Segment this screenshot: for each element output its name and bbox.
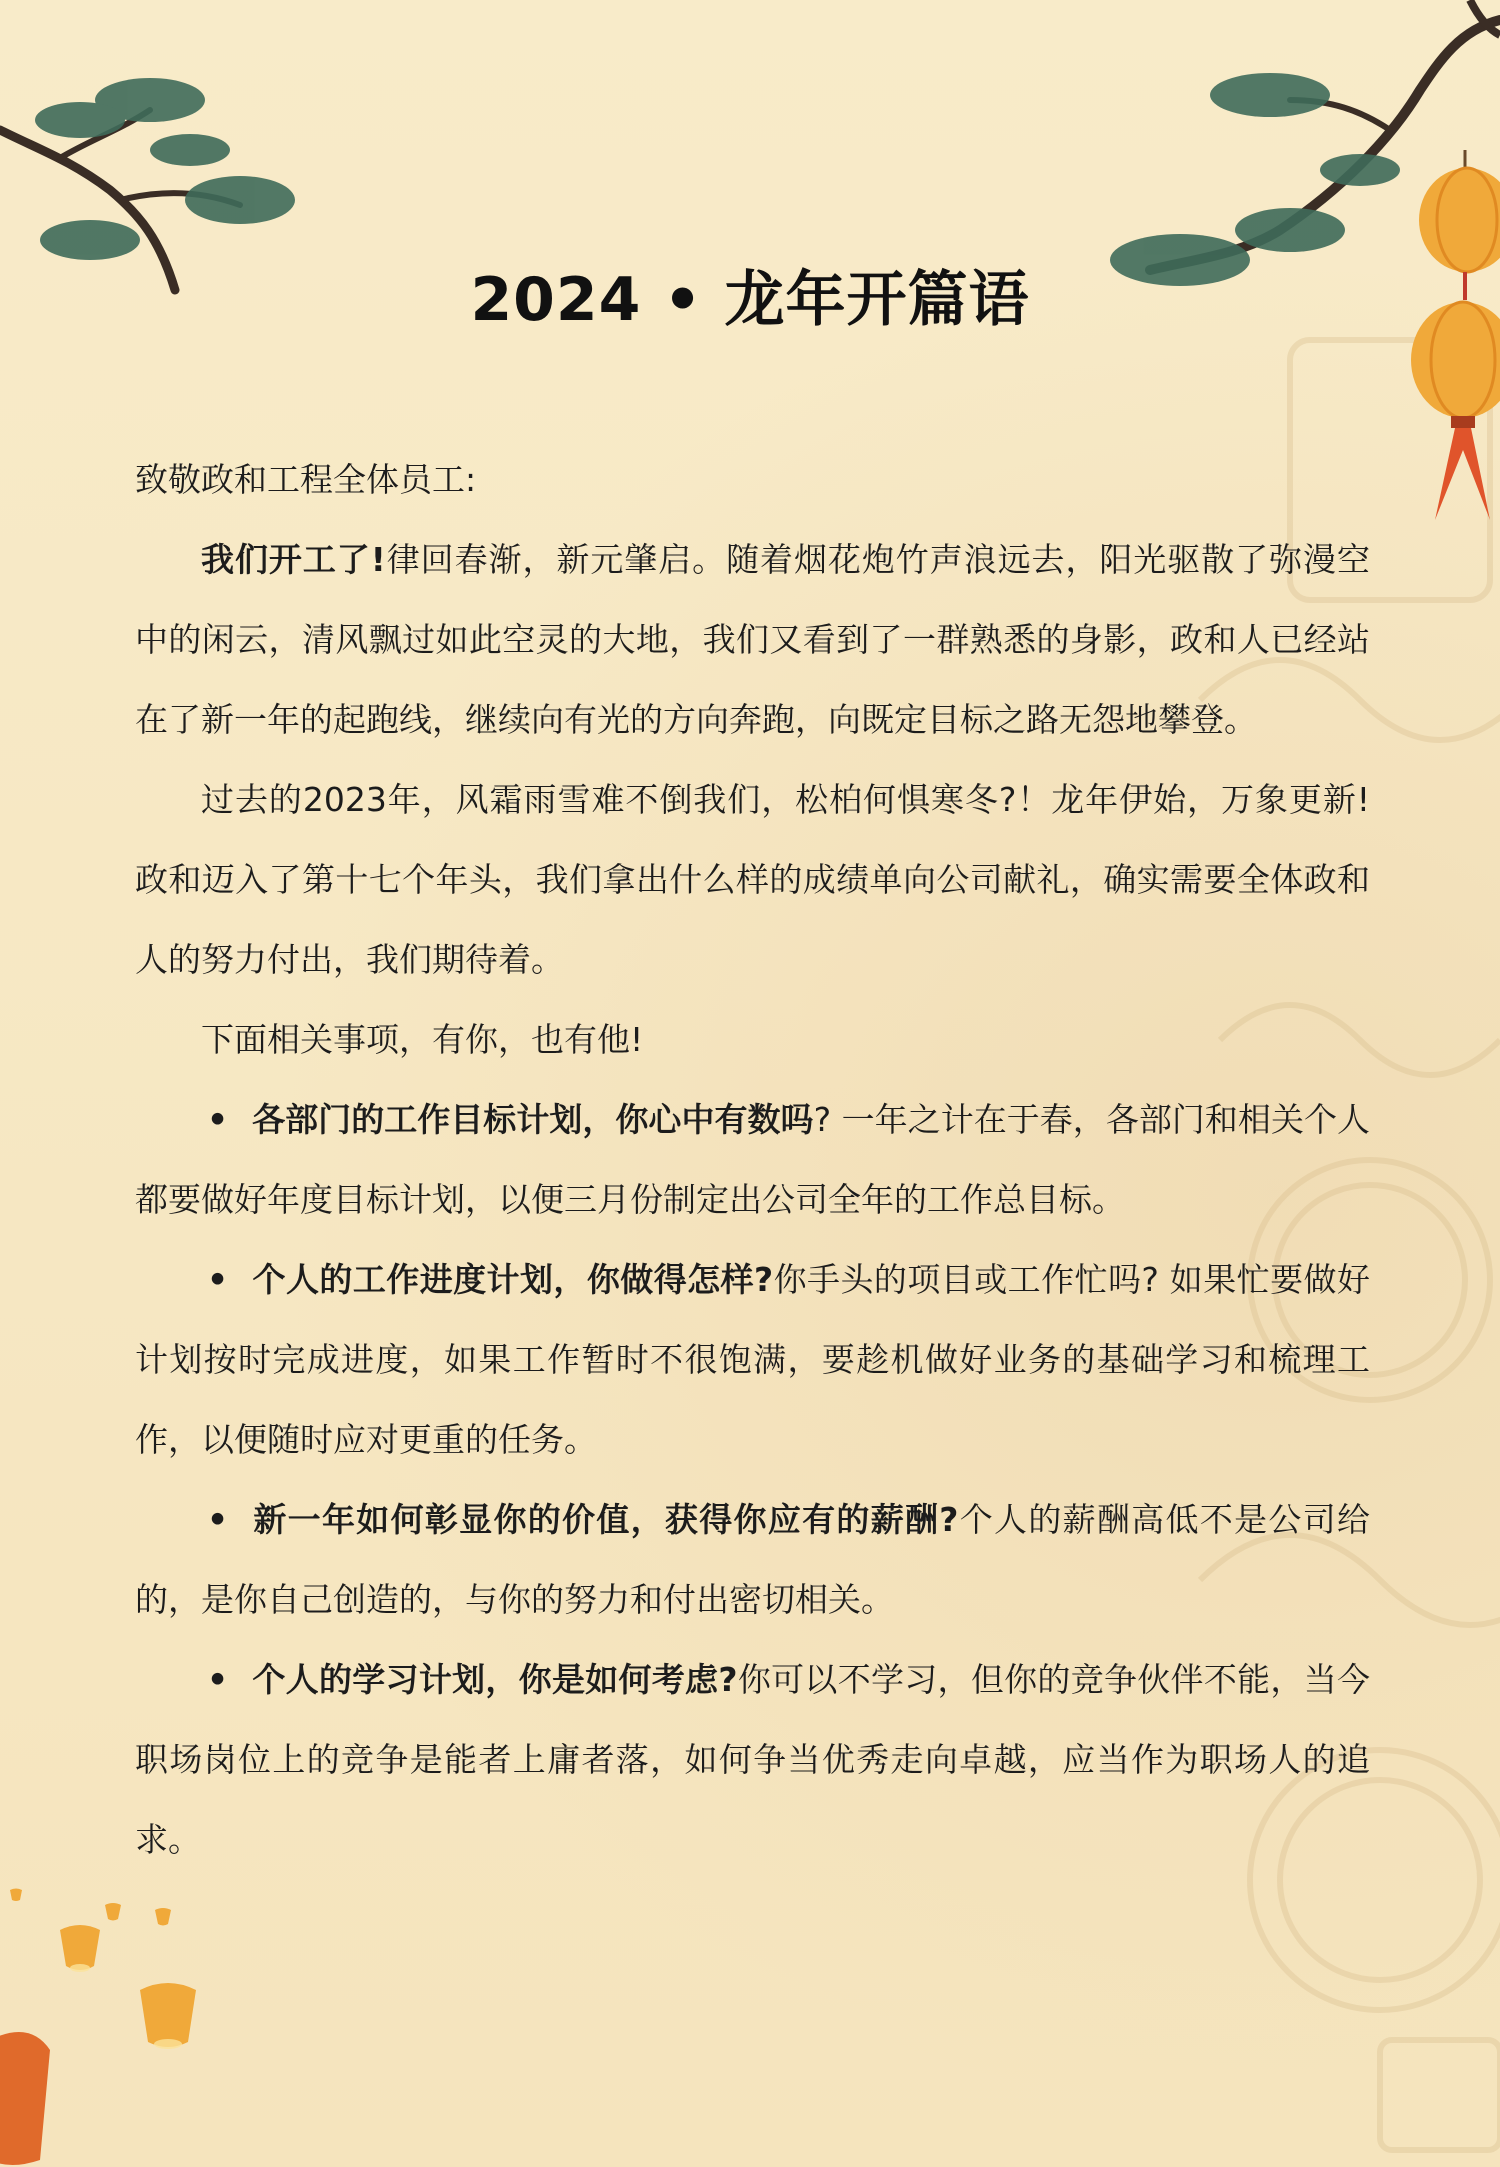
sky-lanterns-icon — [0, 1860, 230, 2167]
bullet-marker: • — [207, 1500, 229, 1539]
paragraph-lead: 我们开工了! — [201, 540, 386, 579]
bullet-item — [135, 1240, 1370, 1480]
paragraph — [135, 520, 1370, 760]
bullet-heading: 新一年如何彰显你的价值，获得你应有的薪酬? — [252, 1500, 959, 1539]
paragraph — [135, 1000, 1370, 1080]
letter-body — [135, 440, 1370, 1880]
paragraph — [135, 760, 1370, 1000]
bullet-text: 个人的薪酬高低不是公司给的，是你自己创造的，与你的努力和付出密切相关。 — [135, 1500, 1370, 1619]
bullet-text: 你手头的项目或工作忙吗? 如果忙要做好计划按时完成进度，如果工作暂时不很饱满，要趁机做好业务的基础学习和梳理工作，以便随时应对更重的任务。 — [135, 1260, 1370, 1459]
bullet-marker: • — [207, 1660, 229, 1699]
bullet-item — [135, 1080, 1370, 1240]
bullet-heading: 个人的工作进度计划，你做得怎样? — [252, 1260, 774, 1299]
bullet-marker: • — [207, 1100, 229, 1139]
bullet-heading: 各部门的工作目标计划，你心中有数吗 — [252, 1100, 814, 1139]
bullet-heading: 个人的学习计划，你是如何考虑? — [252, 1660, 738, 1699]
bullet-marker: • — [207, 1260, 229, 1299]
lantern-icon — [1405, 150, 1500, 530]
paragraph-text: 过去的2023年，风霜雨雪难不倒我们，松柏何惧寒冬?！龙年伊始，万象更新!政和迈入了第十七个年头，我们拿出什么样的成绩单向公司献礼，确实需要全体政和人的努力付出，我们期待着。 — [135, 780, 1370, 979]
bullet-text: ? 一年之计在于春，各部门和相关个人都要做好年度目标计划，以便三月份制定出公司全年的工作总目标。 — [135, 1100, 1371, 1219]
bullet-item — [135, 1640, 1370, 1880]
salutation: 致敬政和工程全体员工: — [135, 460, 477, 499]
paragraph-text: 律回春渐，新元肇启。随着烟花炮竹声浪远去，阳光驱散了弥漫空中的闲云，清风飘过如此空灵的大地，我们又看到了一群熟悉的身影，政和人已经站在了新一年的起跑线，继续向有光的方向奔跑，向既定目标之路无怨地攀登。 — [135, 540, 1370, 739]
paragraph-text: 下面相关事项，有你，也有他! — [201, 1020, 644, 1059]
page-title: 2024 • 龙年开篇语 — [470, 265, 1030, 335]
bullet-text: 你可以不学习，但你的竞争伙伴不能，当今职场岗位上的竞争是能者上庸者落，如何争当优秀走向卓越，应当作为职场人的追求。 — [135, 1660, 1370, 1859]
bullet-item — [135, 1480, 1370, 1640]
